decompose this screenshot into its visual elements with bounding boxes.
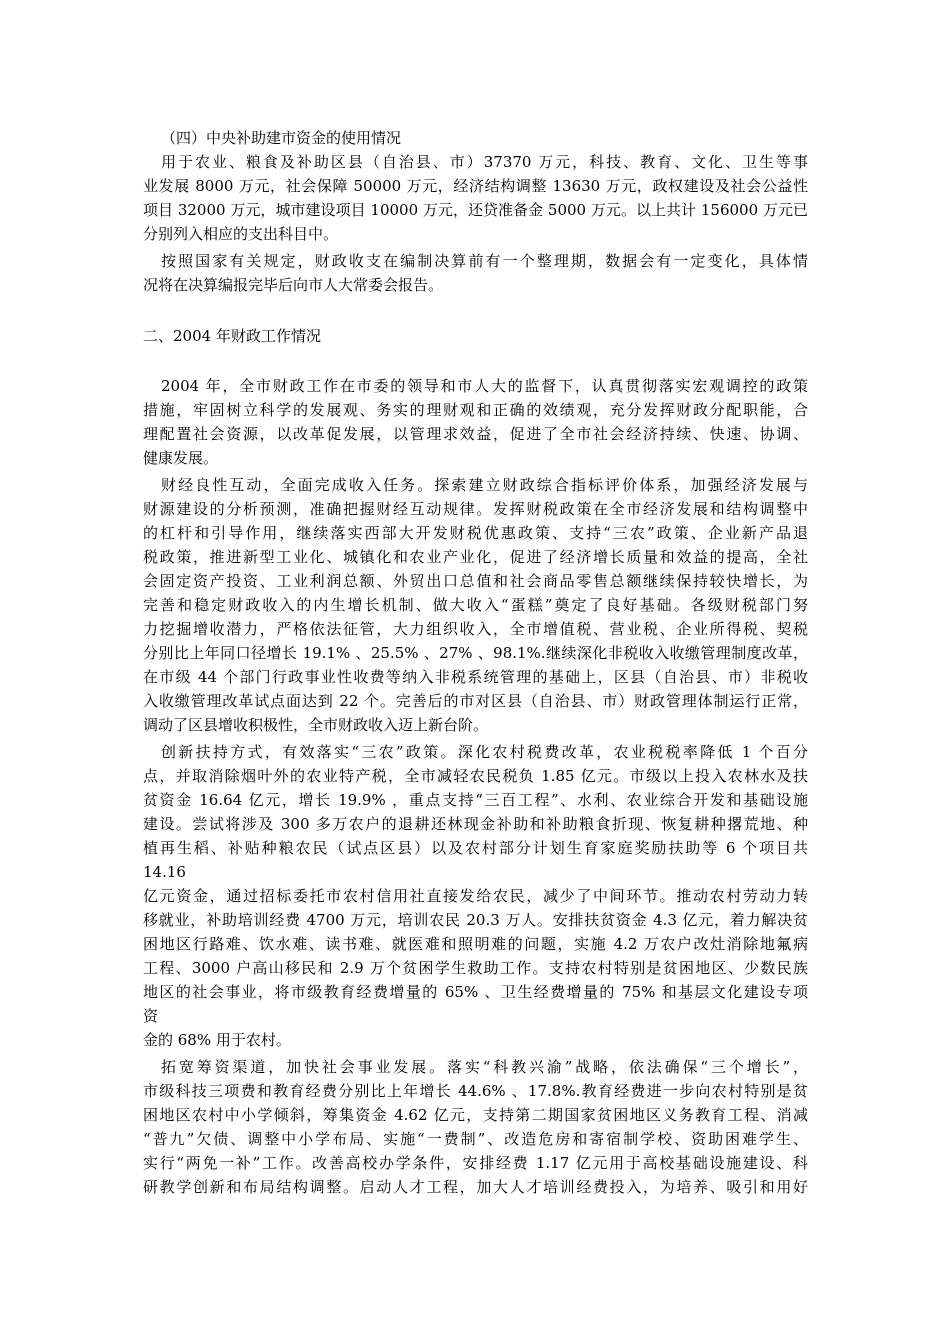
paragraph-line: 亿元资金，通过招标委托市农村信用社直接发给农民，减少了中间环节。推动农村劳动力转 [143,887,808,905]
paragraph-line: 资 [143,1007,159,1025]
paragraph-line: 建设。尝试将涉及 300 多万农户的退耕还林现金补助和补助粮食折现、恢复耕种撂荒地、种 [143,815,808,833]
paragraph-line: 实行“两免一补”工作。改善高校办学条件，安排经费 1.17 亿元用于高校基础设施建设、科 [143,1154,808,1172]
section-heading-4: （四）中央补助建市资金的使用情况 [161,129,402,147]
paragraph-line: 植再生稻、补贴种粮农民（试点区县）以及农村部分计划生育家庭奖励扶助等 6 个项目共 [143,839,808,857]
paragraph-line: 研教学创新和布局结构调整。启动人才工程，加大人才培训经费投入，为培养、吸引和用好 [143,1178,808,1196]
paragraph-line: 14.16 [143,863,186,881]
paragraph-line: 拓宽筹资渠道，加快社会事业发展。落实“科教兴渝”战略，依法确保“三个增长”， [161,1058,808,1076]
paragraph-line: 力挖掘增收潜力，严格依法征管，大力组织收入，全市增值税、营业税、企业所得税、契税 [143,620,808,638]
paragraph-line: 2004 年，全市财政工作在市委的领导和市人大的监督下，认真贯彻落实宏观调控的政策 [161,377,808,395]
paragraph-line: 措施，牢固树立科学的发展观、务实的理财观和正确的效绩观，充分发挥财政分配职能，合 [143,401,808,419]
paragraph-line: 工程、3000 户高山移民和 2.9 万个贫困学生救助工作。支持农村特别是贫困地区、少数民族 [143,959,808,977]
paragraph-line: 会固定资产投资、工业利润总额、外贸出口总值和社会商品零售总额继续保持较快增长，为 [143,572,808,590]
section-heading-2: 二、2004 年财政工作情况 [143,327,321,345]
paragraph-line: 调动了区县增收积极性，全市财政收入迈上新台阶。 [143,716,489,734]
paragraph-line: 分别列入相应的支出科目中。 [143,225,339,243]
paragraph-line: 项目 32000 万元，城市建设项目 10000 万元，还贷准备金 5000 万元。以上共计 156000 万元已 [143,201,808,219]
paragraph-line: 贫资金 16.64 亿元，增长 19.9% ，重点支持“三百工程”、水利、农业综合开发和基础设施 [143,791,808,809]
paragraph-line: 用于农业、粮食及补助区县（自治县、市）37370 万元，科技、教育、文化、卫生等事 [161,153,808,171]
paragraph-line: 分别比上年同口径增长 19.1% 、25.5% 、27% 、98.1%.继续深化非税收入收缴管理制度改革， [143,644,808,662]
paragraph-line: 财经良性互动，全面完成收入任务。探索建立财政综合指标评价体系，加强经济发展与 [161,476,808,494]
paragraph-line: 创新扶持方式，有效落实“三农”政策。深化农村税费改革，农业税税率降低 1 个百分 [161,743,808,761]
paragraph-line: 况将在决算编报完毕后向市人大常委会报告。 [143,276,444,294]
paragraph-line: 的杠杆和引导作用，继续落实西部大开发财税优惠政策、支持“三农”政策、企业新产品退 [143,524,808,542]
paragraph-line: “普九”欠债、调整中小学布局、实施“一费制”、改造危房和寄宿制学校、资助困难学生、 [143,1130,808,1148]
paragraph-line: 在市级 44 个部门行政事业性收费等纳入非税系统管理的基础上，区县（自治县、市）非税收 [143,668,808,686]
paragraph-line: 地区的社会事业，将市级教育经费增量的 65% 、卫生经费增量的 75% 和基层文化建设专项 [143,983,808,1001]
paragraph-line: 金的 68% 用于农村。 [143,1031,291,1049]
paragraph-line: 财源建设的分析预测，准确把握财经互动规律。发挥财税政策在全市经济发展和结构调整中 [143,500,808,518]
paragraph-line: 按照国家有关规定，财政收支在编制决算前有一个整理期，数据会有一定变化，具体情 [161,252,808,270]
paragraph-line: 市级科技三项费和教育经费分别比上年增长 44.6% 、17.8%.教育经费进一步向农村特别是贫 [143,1082,808,1100]
paragraph-line: 移就业，补助培训经费 4700 万元，培训农民 20.3 万人。安排扶贫资金 4.3 亿元，着力解决贫 [143,911,808,929]
paragraph-line: 健康发展。 [143,449,219,467]
paragraph-line: 入收缴管理改革试点面达到 22 个。完善后的市对区县（自治县、市）财政管理体制运行正常， [143,692,808,710]
paragraph-line: 困地区行路难、饮水难、读书难、就医难和照明难的问题，实施 4.2 万农户改灶消除地氟病 [143,935,808,953]
paragraph-line: 困地区农村中小学倾斜，筹集资金 4.62 亿元，支持第二期国家贫困地区义务教育工程、消减 [143,1106,808,1124]
paragraph-line: 点，并取消除烟叶外的农业特产税，全市减轻农民税负 1.85 亿元。市级以上投入农林水及扶 [143,767,808,785]
paragraph-line: 业发展 8000 万元，社会保障 50000 万元，经济结构调整 13630 万元，政权建设及社会公益性 [143,177,808,195]
paragraph-line: 税政策，推进新型工业化、城镇化和农业产业化，促进了经济增长质量和效益的提高，全社 [143,548,808,566]
paragraph-line: 理配置社会资源，以改革促发展，以管理求效益，促进了全市社会经济持续、快速、协调、 [143,425,808,443]
paragraph-line: 完善和稳定财政收入的内生增长机制、做大收入“蛋糕”奠定了良好基础。各级财税部门努 [143,596,808,614]
